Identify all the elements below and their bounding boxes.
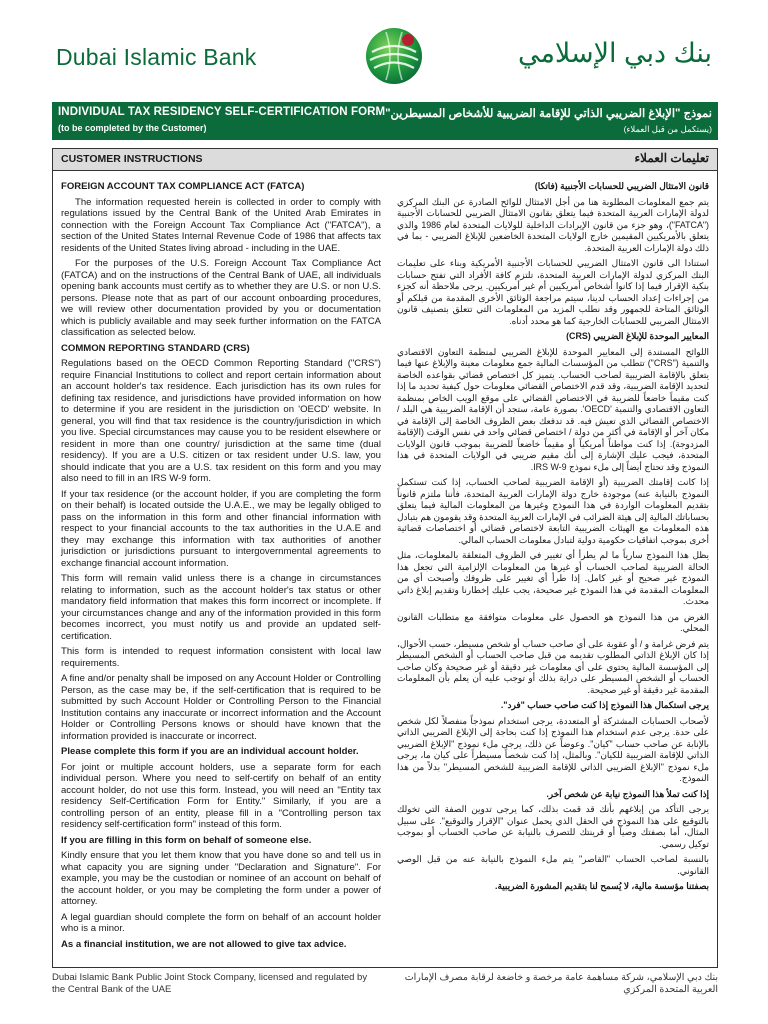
dib-globe-logo-icon <box>364 26 424 86</box>
form-title-en: INDIVIDUAL TAX RESIDENCY SELF-CERTIFICATION FORM <box>58 106 386 118</box>
footer-en: Dubai Islamic Bank Public Joint Stock Company, licensed and regulated by the Central Bank of the UAE <box>52 972 368 995</box>
arabic-column <box>397 181 709 897</box>
paragraph: يتم جمع المعلومات المطلوبة هنا من أجل الامتثال للوائح الصادرة عن البنك المركزي لدولة الإمارات العربية المتحدة فيما يتعلق بقانون الامتثال الضريبي للحسابات الأجنبية ("FATCA")، وهو جزء من قانون الإيرادات الداخلية للولايات المتحدة لعام 1986 والذي يتعلق بالأمريكيين المقيمين خارج الولايات المتحدة الخاضعين للإبلاغ الضريبي - بما في ذلك دولة الإمارات العربية المتحدة. <box>397 196 709 253</box>
instructions-frame <box>52 148 718 968</box>
form-subtitle-ar: (يستكمل من قبل العملاء) <box>623 124 712 134</box>
paragraph: اللوائح المستندة إلى المعايير الموحدة للإبلاغ الضريبي لمنظمة التعاون الاقتصادي والتنمية ("CRS") تتطلب من المؤسسات المالية جمع معلومات معينة والإبلاغ عنها فيما يتعلق بالإقامة الضريبية لصاحب الحساب. يتميز كل اختصاص قضائي بقواعده الخاصة لتحديد الإقامة الضريبية، وقد قدم الاختصاص القضائي معلومات حول كيفية تحديد ما إذا كنت مقيماً خاضعاً للضريبة في الاختصاص القضائي على موقع الويب الخاص بمنظمة التعاون الاقتصادي والتنمية 'OECD'. بصورة عامة، ستجد أن الإقامة الضريبية هي البلد / الاختصاص القضائي الذي تعيش فيه. قد تدفعك بعض الظروف الخاصة إلى الإقامة في مكان آخر أو الإقامة في أكثر من دولة / اختصاص قضائي واحد في نفس الوقت (الإقامة المزدوجة). إذا كنت مواطناً أمريكياً أو مقيماً خاضعاً للضريبة بموجب قانون الولايات المتحدة، فيجب عليك الإشارة إلى أنك مقيم ضريبي في الولايات المتحدة في هذا النموذج وقد تحتاج أيضاً إلى ملء نموذج IRS W-9. <box>397 346 710 472</box>
footer-ar: بنك دبي الإسلامي، شركة مساهمة عامة مرخصة و خاضعة لرقابة مصرف الإمارات العربية المتحدة المركزي <box>404 972 718 995</box>
individual-heading-en: Please complete this form if you are an individual account holder. <box>61 746 359 757</box>
tax-advice-note-en: As a financial institution, we are not allowed to give tax advice. <box>61 938 347 950</box>
english-column <box>61 181 381 954</box>
paragraph: A legal guardian should complete the form on behalf of an account holder who is a minor. <box>61 911 381 934</box>
form-subtitle-en: (to be completed by the Customer) <box>58 123 207 133</box>
crs-heading-ar: المعايير الموحدة للإبلاغ الضريبي (CRS) <box>566 331 709 341</box>
tax-advice-note-ar: بصفتنا مؤسسة مالية، لا يُسمح لنا بتقديم المشورة الضريبية. <box>495 881 709 891</box>
paragraph: Regulations based on the OECD Common Reporting Standard ("CRS") require Financial Institutions to collect and report certain information about an account holder's tax residence. Each jurisdiction has its own rules for defining tax residence, and jurisdictions have provided information on how to determine if you are resident in the jurisdiction on 'OECD' website. In general, you will find that tax residence is the country/jurisdiction in which you live. Special circumstances may cause you to be resident elsewhere or resident in more than one country/ jurisdiction at the same time (dual residency). If you are a U.S. citizen or tax resident under U.S. law, you should indicate that you are a U.S. tax resident on this form and you may also need to fill in an IRS W-9 form. <box>61 358 381 484</box>
individual-heading-ar: يرجى استكمال هذا النموذج إذا كنت صاحب حساب "فرد". <box>500 700 709 710</box>
bank-name-en: Dubai Islamic Bank <box>56 44 257 70</box>
paragraph: A fine and/or penalty shall be imposed on any Account Holder or Controlling Person, as the case may be, if the self-certification that is required to be submitted by such Account Holder or Controlling Person to the Financial Institution contains any inaccurate or incorrect information and the Account Holder or Controlling Persons knows or should have known that the information provided is inaccurate or incorrect. <box>61 673 381 742</box>
section-heading-en: CUSTOMER INSTRUCTIONS <box>61 153 203 165</box>
paragraph: بالنسبة لصاحب الحساب "القاصر" يتم ملء النموذج بالنيابة عنه من قبل الوصي القانوني. <box>397 854 709 876</box>
paragraph: يتم فرض غرامة و / أو عقوبة على أي صاحب حساب أو شخص مسيطر، حسب الأحوال، إذا كان الإبلاغ الذاتي المطلوب تقديمه من قبل صاحب الحساب أو الشخص المسيطر إلى المؤسسة المالية يحتوي على أي معلومات غير دقيقة أو غير صحيحة وكان صاحب الحساب أو الشخص المسيطر على دراية بذلك أو توجب عليه أن يعلم بأن المعلومات المقدمة غير دقيقة أو غير صحيحة. <box>397 638 709 695</box>
paragraph: The information requested herein is collected in order to comply with regulations issued by the Central Bank of the United Arab Emirates in connection with the Foreign Account Tax Compliance Act ("FATCA"), a section of the United States Internal Revenue Code of 1986 that affects tax residents of the United States living abroad - including in the UAE. <box>61 196 381 254</box>
paragraph: استنادا الى قانون الامتثال الضريبي للحسابات الأجنبية الأمريكية وبناء على تعليمات البنك المركزي لدولة الإمارات العربية المتحدة، تلتزم كافة الأفراد التي تفتح حسابات بنكية الإقرار فيما إذا كانوا أشخاص أمريكيين أم غير أمريكيين. يرجى ملاحظة أنه كجزء من إجراءات إعداد الحساب لدينا، سيتم مراجعة الوثائق الأخرى المقدمة من قبلكم أو الوثائق المتاحة للجمهور وقد نطلب المزيد من المعلومات التي تتعلق بتصنيف قانون الامتثال الضريبي للحسابات الخارجية كما هو محدد أدناه. <box>397 258 709 326</box>
crs-heading-en: COMMON REPORTING STANDARD (CRS) <box>61 342 250 354</box>
fatca-heading-ar: قانون الامتثال الضريبي للحسابات الأجنبية (فاتكا) <box>534 181 709 191</box>
form-title-ar: نموذج "الإبلاغ الضريبي الذاتي للإقامة الضريبية للأشخاص المسيطرين" <box>385 108 712 120</box>
paragraph: For the purposes of the U.S. Foreign Account Tax Compliance Act (FATCA) and on the instructions of the Central Bank of UAE, all individuals opening bank accounts must certify as to whether they are U.S. or non U.S. persons. Please note that as part of our account onboarding procedures, we will review other documentation provided by you or documentation which is publicly available and may seek further information on the FATCA classification as selected below. <box>61 258 381 338</box>
form-title-bar <box>52 102 718 140</box>
paragraph: If your tax residence (or the account holder, if you are completing the form on their behalf) is located outside the U.A.E., we may be legally obliged to pass on the information in this form and other financial information with respect to your financial accounts to the tax authorities in the U.A.E and they may exchange this information with tax authorities of another jurisdiction or jurisdictions pursuant to intergovernmental agreements to exchange financial account information. <box>61 488 381 569</box>
paragraph: This form will remain valid unless there is a change in circumstances relating to information, such as the account holder's tax status or other mandatory field information that makes this form incorrect or incomplete. If your circumstances change and any of the information provided in this form becomes incorrect, you must notify us and provide an updated self-certification. <box>61 573 381 642</box>
section-heading-ar: تعليمات العملاء <box>634 151 709 165</box>
paragraph: إذا كانت إقامتك الضريبية (أو الإقامة الضريبية لصاحب الحساب، إذا كنت تستكمل النموذج بالنيابة عنه) موجودة خارج دولة الإمارات العربية المتحدة، فأننا ملتزم قانوناً بتقديم المعلومات الواردة في هذا النموذج وغيرها من المعلومات المالية فيما يتعلق بحساباتك المالية إلى هيئة الضرائب في الإمارات العربية المتحدة وقد يقومون هم بتبادل هذه المعلومات مع الهيئات الضريبية التابعة لاختصاص قضائي أو اختصاصات قضائية أخرى بموجب اتفاقيات حكومية دولية لتبادل معلومات الحساب المالي. <box>397 477 709 545</box>
section-header <box>53 149 717 171</box>
paragraph: يرجى التأكد من إبلاغهم بأنك قد قمت بذلك، كما يرجى تدوين الصفة التي تخولك بالتوقيع على هذا النموذج في الحقل الذي يحمل عنوان "الإقرار والتوقيع". على سبيل المثال، أما بصفتك وصياً أو قرينتك للتصرف بالنيابة عن صاحب الحساب أو بموجب توكيل رسمي. <box>397 804 709 849</box>
paragraph: This form is intended to request information consistent with local law requirements. <box>61 646 381 669</box>
page-header <box>0 0 768 100</box>
paragraph: Kindly ensure that you let them know that you have done so and tell us in what capacity you are signing under "Declaration and Signature". For example, you may be the custodian or nominee of an account on behalf of the account holder, or you may be completing the form under a power of attorney. <box>61 850 381 907</box>
behalf-heading-ar: إذا كنت تملأ هذا النموذج نيابة عن شخص آخر. <box>546 788 709 799</box>
paragraph: يظل هذا النموذج سارياً ما لم يطرأ أي تغيير في الظروف المتعلقة بالمعلومات، مثل الحالة الضريبية لصاحب الحساب أو غيرها من المعلومات الإلزامية التي تجعل هذا النموذج غير صحيح أو غير كامل. إذا طرأ أي تغيير على ظروفك وأصبحت أي من المعلومات المقدمة في هذا النموذج غير صحيحة، يجب عليك إخطارنا وتقديم إبلاغ ذاتي محدث. <box>397 550 709 606</box>
paragraph: لأصحاب الحسابات المشتركة أو المتعددة، يرجى استخدام نموذجاً منفصلاً لكل شخص على حدة. يرجى عدم استخدام هذا النموذج إذا كنت بحاجة إلى الإبلاغ الضريبي الذاتي بالإنابة عن صاحب حساب "كيان". وعوضاً عن ذلك، يرجى ملء نموذج "الإبلاغ الضريبي الذاتي للإقامة الضريبية للكيان". وبالمثل، إذا كنت شخصاً مسيطراً على كيان ما، يرجى ملء نموذج "الإبلاغ الضريبي الذاتي للإقامة الضريبية للشخص المسيطر" بدلاً من هذا النموذج. <box>397 715 709 783</box>
behalf-heading-en: If you are filling in this form on behalf of someone else. <box>61 834 312 846</box>
paragraph: For joint or multiple account holders, use a separate form for each individual person. Where you need to self-certify on behalf of an entity account holder, do not use this form. Instead, you will need an "Entity tax residency Self-Certification Form for Entity." Similarly, if you are a controlling person of an entity, please fill in a "Controlling person tax residency self-certification form" instead of this form. <box>61 761 381 830</box>
fatca-heading-en: FOREIGN ACCOUNT TAX COMPLIANCE ACT (FATCA) <box>61 181 305 192</box>
bank-name-ar: بنك دبي الإسلامي <box>517 38 712 68</box>
paragraph: الغرض من هذا النموذج هو الحصول على معلومات متوافقة مع متطلبات القانون المحلي. <box>397 611 709 633</box>
